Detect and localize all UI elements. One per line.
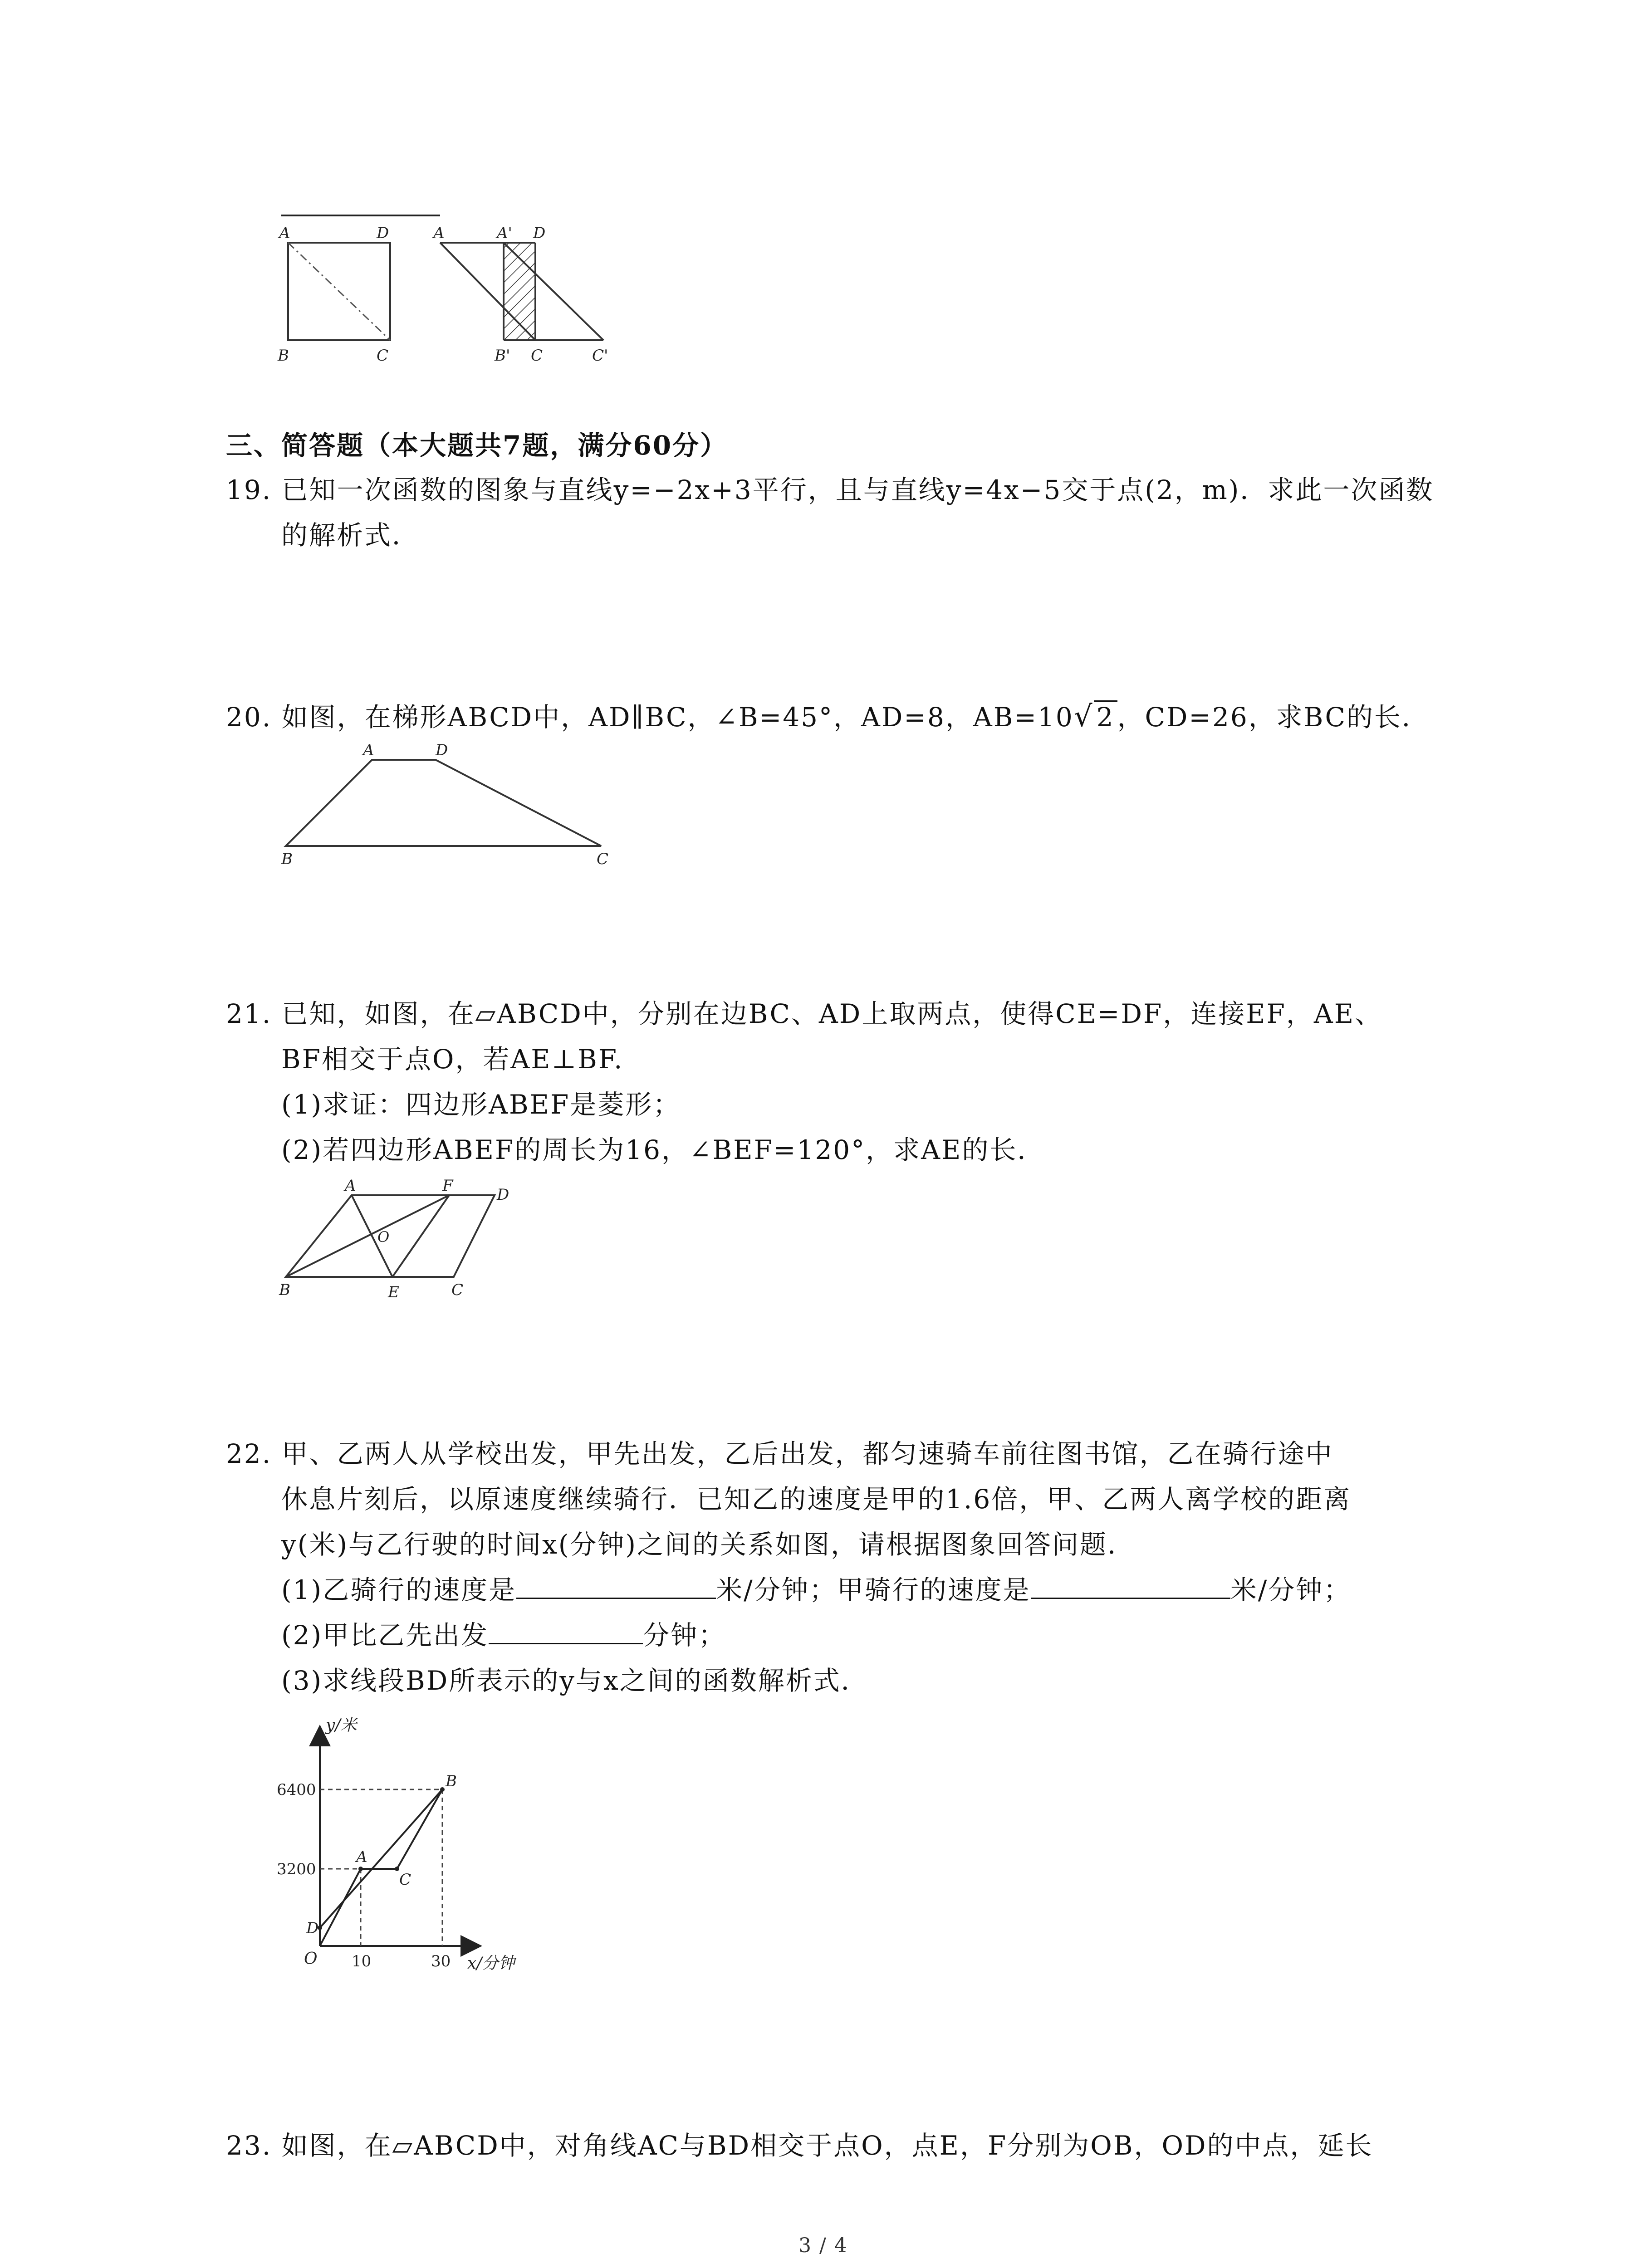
section-heading: 三、简答题（本大题共7题，满分60分） <box>226 430 728 461</box>
q21-label-A: A <box>345 1177 356 1195</box>
answer-blank-yi-speed[interactable] <box>516 1569 716 1599</box>
graph-x-tick-30: 30 <box>431 1952 451 1970</box>
graph-y-tick-3200: 3200 <box>277 1860 316 1878</box>
top-label-A-prime: A' <box>497 224 512 242</box>
top-label-D2: D <box>533 224 546 242</box>
q19-line2: 的解析式． <box>281 520 420 551</box>
top-label-C-prime: C' <box>592 347 608 365</box>
q22-line1: 22. 甲、乙两人从学校出发，甲先出发，乙后出发，都匀速骑车前往图书馆，乙在骑行途中 <box>226 1438 1333 1469</box>
q22-distance-time-graph <box>268 1715 540 1978</box>
q21-line4: (2)若四边形ABEF的周长为16，∠BEF=120°，求AE的长． <box>281 1134 1045 1165</box>
graph-y-axis-label: y/米 <box>326 1716 357 1735</box>
q20-text-a: 20. 如图，在梯形ABCD中，AD∥BC，∠B=45°，AD=8，AB=10 <box>226 702 1074 733</box>
q22-line5 <box>281 1613 726 1658</box>
sqrt-symbol: √ <box>1073 700 1094 733</box>
q20-label-B: B <box>281 850 293 866</box>
graph-x-tick-10: 10 <box>352 1952 372 1970</box>
q20-sqrt-radicand: 2 <box>1094 700 1117 733</box>
answer-blank-jia-speed[interactable] <box>1031 1569 1230 1599</box>
graph-point-D: D <box>306 1919 319 1937</box>
graph-y-tick-6400: 6400 <box>277 1781 316 1799</box>
top-label-B-prime: B' <box>495 347 510 365</box>
q21-parallelogram-figure <box>272 1175 526 1302</box>
q21-line1: 21. 已知，如图，在▱ABCD中，分别在边BC、AD上取两点，使得CE=DF，连接EF，AE、 <box>226 998 1383 1029</box>
q20-label-A: A <box>363 741 374 759</box>
q20-label-D: D <box>436 741 448 759</box>
q21-label-E: E <box>388 1283 399 1301</box>
q20-text <box>226 694 1430 740</box>
top-label-B: B <box>278 347 289 365</box>
graph-point-B: B <box>446 1772 457 1790</box>
q19-line1: 19. 已知一次函数的图象与直线y=−2x+3平行，且与直线y=4x−5交于点(2，m)．求此一次函数 <box>226 474 1434 505</box>
page-number: 3 / 4 <box>798 2234 848 2257</box>
q22-line4 <box>281 1567 1351 1613</box>
q21-label-B: B <box>279 1281 290 1299</box>
graph-x-axis-label: x/分钟 <box>467 1954 515 1973</box>
q21-label-F: F <box>442 1177 453 1195</box>
top-figure <box>268 206 608 379</box>
q20-text-b: ，CD=26，求BC的长． <box>1117 702 1430 733</box>
q21-label-C: C <box>451 1281 464 1299</box>
q21-line2: BF相交于点O，若AE⊥BF. <box>281 1044 624 1075</box>
q20-trapezoid-figure <box>272 735 626 866</box>
q22-line4-a: (1)乙骑行的速度是 <box>281 1574 517 1605</box>
top-label-C: C <box>377 347 389 365</box>
q22-line5-a: (2)甲比乙先出发 <box>281 1620 489 1651</box>
graph-origin-label: O <box>304 1950 318 1968</box>
answer-blank-head-start[interactable] <box>489 1615 643 1644</box>
q22-line4-c: 米/分钟； <box>1230 1574 1352 1605</box>
q21-label-D: D <box>497 1186 509 1204</box>
graph-point-A: A <box>356 1848 367 1866</box>
q23-line1: 23. 如图，在▱ABCD中，对角线AC与BD相交于点O，点E，F分别为OB，OD的中点，延长 <box>226 2130 1373 2161</box>
graph-point-C: C <box>399 1871 411 1889</box>
q20-label-C: C <box>597 850 609 866</box>
top-label-A2: A <box>433 224 445 242</box>
q21-label-O: O <box>377 1228 390 1246</box>
top-label-D: D <box>377 224 389 242</box>
q22-line4-b: 米/分钟；甲骑行的速度是 <box>716 1574 1031 1605</box>
q21-line3: (1)求证：四边形ABEF是菱形； <box>281 1089 681 1120</box>
top-label-C2: C <box>531 347 543 365</box>
q22-line5-b: 分钟； <box>643 1620 726 1651</box>
q22-line2: 休息片刻后，以原速度继续骑行．已知乙的速度是甲的1.6倍，甲、乙两人离学校的距离 <box>281 1484 1352 1515</box>
top-label-A: A <box>279 224 290 242</box>
q22-line6: (3)求线段BD所表示的y与x之间的函数解析式． <box>281 1665 869 1696</box>
q22-line3: y(米)与乙行驶的时间x(分钟)之间的关系如图，请根据图象回答问题． <box>281 1529 1135 1560</box>
